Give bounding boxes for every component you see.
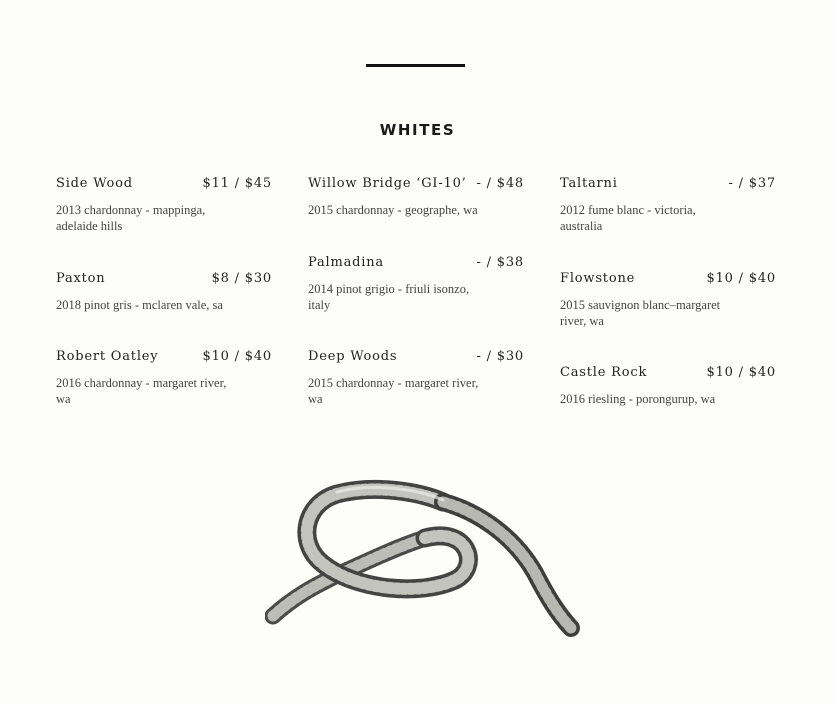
wine-item <box>308 255 524 313</box>
wine-price: $11 / $45 <box>202 176 272 191</box>
wine-name: Palmadina <box>308 255 384 270</box>
wine-price: - / $48 <box>476 176 524 191</box>
wine-description: 2018 pinot gris - mclaren vale, sa <box>56 298 223 312</box>
wine-price: $10 / $40 <box>706 271 776 286</box>
wine-item <box>560 176 776 234</box>
wine-price: $10 / $40 <box>706 365 776 380</box>
wine-item <box>560 271 776 329</box>
wine-name: Flowstone <box>560 271 636 286</box>
rope-knot-icon <box>265 478 585 648</box>
wine-description: 2015 chardonnay - margaret river, wa <box>308 376 479 406</box>
wine-price: - / $38 <box>476 255 524 270</box>
wine-item <box>56 176 272 234</box>
wine-item <box>308 176 524 218</box>
section-divider <box>366 64 465 67</box>
wine-description: 2015 sauvignon blanc–margaret river, wa <box>560 298 721 328</box>
wine-description: 2015 chardonnay - geographe, wa <box>308 203 478 217</box>
section-title: WHITES <box>379 121 456 139</box>
wine-description: 2014 pinot grigio - friuli isonzo, italy <box>308 282 470 312</box>
wine-item <box>560 365 776 407</box>
wine-price: - / $37 <box>728 176 776 191</box>
wine-name: Side Wood <box>56 176 133 191</box>
wine-price: $10 / $40 <box>202 349 272 364</box>
wine-item <box>308 349 524 407</box>
wine-item <box>56 349 272 407</box>
wine-price: - / $30 <box>476 349 524 364</box>
wine-description: 2012 fume blanc - victoria, australia <box>560 203 696 233</box>
wine-name: Willow Bridge ‘GI-10’ <box>308 176 467 191</box>
wine-name: Deep Woods <box>308 349 398 364</box>
wine-description: 2016 chardonnay - margaret river, wa <box>56 376 227 406</box>
wine-name: Paxton <box>56 271 106 286</box>
wine-description: 2013 chardonnay - mappinga, adelaide hills <box>56 203 206 233</box>
wine-name: Taltarni <box>560 176 618 191</box>
wine-price: $8 / $30 <box>211 271 272 286</box>
wine-name: Robert Oatley <box>56 349 159 364</box>
wine-description: 2016 riesling - porongurup, wa <box>560 392 716 406</box>
wine-item <box>56 271 272 313</box>
wine-name: Castle Rock <box>560 365 648 380</box>
